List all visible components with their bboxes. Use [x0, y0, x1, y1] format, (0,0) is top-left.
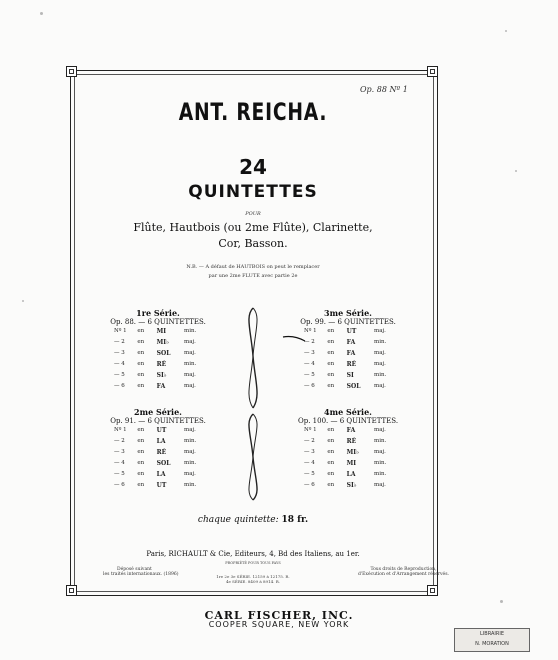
entry-key: RÉ	[346, 361, 357, 368]
entry-number: — 3	[114, 350, 125, 356]
series-entry	[108, 348, 208, 359]
series-block-3	[298, 308, 398, 392]
series-opus: Op. 99. — 6 QUINTETTES.	[300, 318, 396, 326]
series-entry	[298, 436, 398, 447]
entry-en: en	[327, 427, 335, 433]
series-entry	[298, 348, 398, 359]
entry-mode: min.	[373, 438, 387, 444]
series-entries	[298, 425, 398, 491]
paper-speck	[40, 12, 43, 15]
entry-number: — 2	[114, 438, 125, 444]
entry-key: FA	[156, 383, 166, 390]
entry-key: FA	[346, 339, 356, 346]
entry-en: en	[137, 328, 145, 334]
entry-key: SI♭	[156, 372, 167, 379]
entry-number: — 2	[304, 339, 315, 345]
composer-name: ANT. REICHA.	[178, 98, 328, 126]
entry-en: en	[137, 471, 145, 477]
series-entry	[298, 425, 398, 436]
paper-speck	[22, 300, 24, 302]
plate-line-1: 1re 2e 3e SÉRIE. 12159 à 12175. R.	[216, 574, 290, 579]
entry-number: Nº 1	[114, 328, 127, 334]
entry-key: UT	[156, 482, 167, 489]
entry-mode: maj.	[183, 372, 196, 378]
entry-mode: min.	[373, 460, 387, 466]
pour-label: POUR	[245, 211, 261, 217]
plate-line-2: 4e SÉRIE. 8409 à 8914. R.	[225, 579, 280, 584]
entry-number: — 6	[304, 482, 315, 488]
entry-number: — 5	[114, 471, 125, 477]
entry-en: en	[137, 460, 145, 466]
instrumentation-line-1: Flûte, Hautbois (ou 2me Flûte), Clarinette,	[133, 221, 373, 234]
series-entry	[298, 359, 398, 370]
entry-mode: min.	[373, 372, 387, 378]
instrumentation-line-2: Cor, Basson.	[218, 237, 288, 250]
entry-mode: min.	[373, 471, 387, 477]
entry-mode: maj.	[183, 427, 196, 433]
series-entries	[108, 425, 208, 491]
series-entry	[298, 370, 398, 381]
series-entry	[108, 436, 208, 447]
entry-key: MI♭	[346, 449, 359, 456]
note-line-1: N.B. — A défaut de HAUTBOIS on peut le remplacer	[186, 264, 320, 270]
entry-number: — 6	[114, 482, 125, 488]
entry-en: en	[137, 449, 145, 455]
entry-key: MI♭	[156, 339, 169, 346]
series-entry	[298, 458, 398, 469]
entry-key: UT	[156, 427, 167, 434]
series-entry	[298, 469, 398, 480]
series-entries	[298, 326, 398, 392]
entry-en: en	[327, 438, 335, 444]
corner-ornament	[427, 66, 438, 77]
entry-number: — 3	[304, 449, 315, 455]
entry-mode: maj.	[183, 471, 196, 477]
entry-en: en	[137, 372, 145, 378]
entry-en: en	[137, 383, 145, 389]
legal-left-line-2: les traités internationaux. (1896)	[103, 572, 179, 577]
entry-en: en	[137, 361, 145, 367]
entry-en: en	[327, 383, 335, 389]
entry-mode: maj.	[183, 339, 196, 345]
series-block-1	[108, 308, 208, 392]
series-entry	[298, 337, 398, 348]
reseller-name: CARL FISCHER, INC.	[204, 609, 354, 622]
entry-key: FA	[346, 350, 356, 357]
entry-key: LA	[346, 471, 356, 478]
series-block-4	[298, 407, 398, 491]
entry-key: SI♭	[346, 482, 357, 489]
entry-number: — 4	[114, 460, 125, 466]
entry-en: en	[327, 471, 335, 477]
entry-en: en	[327, 482, 335, 488]
entry-en: en	[327, 339, 335, 345]
series-heading: 1re Série.	[136, 308, 180, 318]
entry-key: SOL	[346, 383, 361, 390]
series-entry	[108, 337, 208, 348]
entry-mode: maj.	[183, 383, 196, 389]
series-opus: Op. 88. — 6 QUINTETTES.	[110, 318, 206, 326]
property-notice: PROPRIÉTÉ POUR TOUS PAYS	[225, 561, 281, 565]
legal-left-line-1: Déposé suivant	[117, 567, 152, 572]
series-entry	[108, 370, 208, 381]
legal-right-line-1: Tous droits de Reproduction,	[370, 567, 437, 572]
entry-number: — 3	[304, 350, 315, 356]
opus-number: Op. 88 Nº 1	[360, 85, 408, 94]
series-entry	[108, 381, 208, 392]
price-label: chaque quintette:	[197, 515, 279, 525]
entry-mode: min.	[183, 328, 197, 334]
series-entry	[108, 326, 208, 337]
corner-ornament	[66, 585, 77, 596]
entry-en: en	[327, 449, 335, 455]
series-entry	[298, 326, 398, 337]
entry-key: MI	[346, 460, 357, 467]
entry-number: — 2	[114, 339, 125, 345]
entry-mode: maj.	[373, 361, 386, 367]
series-entry	[108, 469, 208, 480]
paper-speck	[500, 600, 503, 603]
series-heading: 4me Série.	[324, 407, 372, 417]
series-entry	[108, 359, 208, 370]
entry-en: en	[327, 361, 335, 367]
entry-mode: maj.	[373, 427, 386, 433]
entry-key: LA	[156, 438, 166, 445]
series-block-2	[108, 407, 208, 491]
entry-mode: min.	[183, 361, 197, 367]
series-entries	[108, 326, 208, 392]
series-entry	[298, 480, 398, 491]
plate-numbers	[70, 574, 436, 584]
entry-mode: maj.	[373, 383, 386, 389]
entry-key: UT	[346, 328, 357, 335]
price-line	[70, 515, 436, 525]
entry-key: RÉ	[156, 361, 167, 368]
series-opus: Op. 100. — 6 QUINTETTES.	[298, 417, 399, 425]
entry-number: Nº 1	[114, 427, 127, 433]
entry-en: en	[327, 328, 335, 334]
entry-mode: maj.	[373, 350, 386, 356]
paper-speck	[505, 30, 507, 32]
entry-number: — 5	[114, 372, 125, 378]
entry-en: en	[137, 350, 145, 356]
stamp-line-2: N. MORATION	[475, 641, 509, 647]
entry-mode: maj.	[373, 328, 386, 334]
entry-number: Nº 1	[304, 427, 317, 433]
pen-mark	[282, 334, 306, 344]
entry-mode: min.	[373, 339, 387, 345]
entry-number: Nº 1	[304, 328, 317, 334]
entry-number: — 4	[114, 361, 125, 367]
paper-speck	[515, 170, 517, 172]
entry-mode: maj.	[373, 482, 386, 488]
series-entry	[108, 480, 208, 491]
entry-number: — 5	[304, 471, 315, 477]
entry-key: RÉ	[156, 449, 167, 456]
series-heading: 2me Série.	[134, 407, 182, 417]
entry-key: MI	[156, 328, 167, 335]
decorative-brace-bottom	[243, 412, 263, 502]
entry-mode: min.	[183, 438, 197, 444]
entry-mode: min.	[183, 460, 197, 466]
entry-number: — 5	[304, 372, 315, 378]
entry-key: SOL	[156, 350, 171, 357]
series-entry	[108, 447, 208, 458]
corner-ornament	[427, 585, 438, 596]
series-entry	[298, 381, 398, 392]
entry-en: en	[137, 427, 145, 433]
series-entry	[108, 458, 208, 469]
series-opus: Op. 91. — 6 QUINTETTES.	[110, 417, 206, 425]
entry-en: en	[327, 350, 335, 356]
entry-number: — 6	[114, 383, 125, 389]
entry-key: SOL	[156, 460, 171, 467]
library-stamp	[454, 628, 530, 652]
note-line-2: par une 2me FLUTE avec partie 2e	[208, 273, 298, 279]
entry-number: — 4	[304, 361, 315, 367]
series-entry	[298, 447, 398, 458]
entry-en: en	[137, 339, 145, 345]
decorative-brace-top	[243, 306, 263, 410]
entry-mode: maj.	[183, 350, 196, 356]
entry-number: — 6	[304, 383, 315, 389]
entry-key: SI	[346, 372, 354, 379]
entry-en: en	[137, 482, 145, 488]
series-entry	[108, 425, 208, 436]
entry-en: en	[137, 438, 145, 444]
stamp-line-1: LIBRAIRIE	[480, 631, 504, 637]
entry-number: — 3	[114, 449, 125, 455]
legal-right-line-2: d'Exécution et d'Arrangement réservés.	[358, 572, 449, 577]
series-heading: 3me Série.	[324, 308, 372, 318]
entry-key: FA	[346, 427, 356, 434]
reseller-address: COOPER SQUARE, NEW YORK	[208, 620, 350, 629]
work-count: 24	[239, 155, 267, 179]
entry-mode: maj.	[183, 449, 196, 455]
entry-key: LA	[156, 471, 166, 478]
work-genre: QUINTETTES	[188, 182, 318, 202]
entry-en: en	[327, 460, 335, 466]
corner-ornament	[66, 66, 77, 77]
entry-mode: maj.	[373, 449, 386, 455]
entry-mode: min.	[183, 482, 197, 488]
entry-key: RÉ	[346, 438, 357, 445]
publisher-line: Paris, RICHAULT & Cie, Editeurs, 4, Bd des Italiens, au 1er.	[146, 550, 360, 558]
entry-en: en	[327, 372, 335, 378]
price-amount: 18 fr.	[281, 515, 309, 525]
entry-number: — 4	[304, 460, 315, 466]
entry-number: — 2	[304, 438, 315, 444]
